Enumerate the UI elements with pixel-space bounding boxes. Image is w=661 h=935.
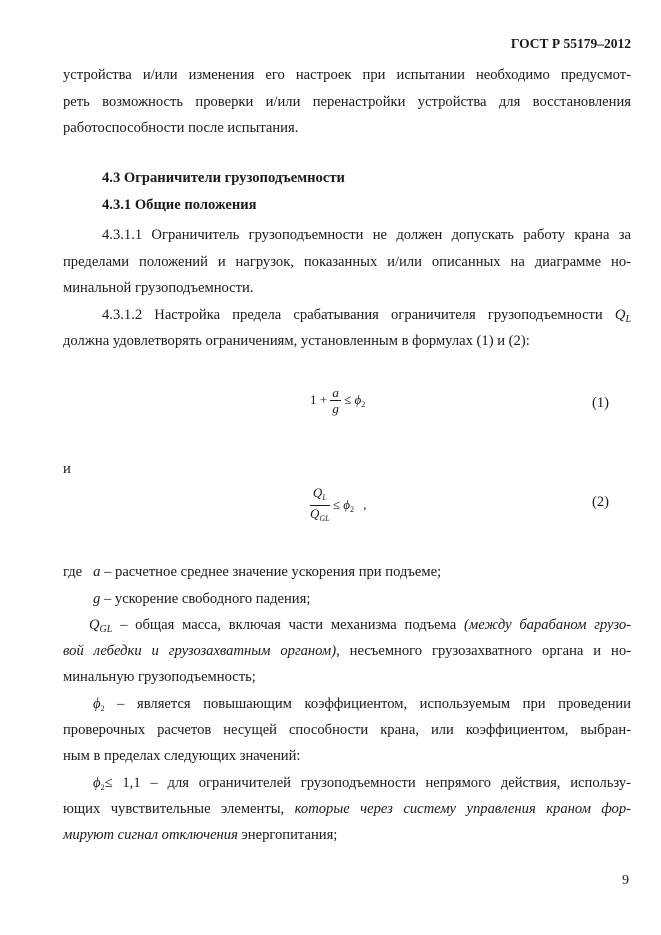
where-g-line	[93, 586, 631, 613]
where-qgl-line-2	[63, 638, 631, 665]
limit-description-3: энергопитания;	[241, 827, 338, 843]
formula-2-num-q: Q	[312, 485, 323, 500]
clause-4311-line-2: пределами положений и нагрузок, показанных и/или описанных на диаграмме но-	[63, 254, 631, 270]
limit-description-italic-3: мируют сигнал отключения	[63, 827, 238, 843]
and-word: и	[63, 461, 71, 477]
formula-2-num-sub: L	[322, 493, 327, 502]
section-heading: 4.3 Ограничители грузоподъемности	[102, 170, 345, 186]
equation-number-1: (1)	[592, 395, 610, 411]
formula-1-denominator: g	[332, 401, 339, 416]
clause-4312-text: 4.3.1.2 Настройка предела срабатывания ограничителя грузоподъемности	[102, 307, 603, 323]
limit-phi-symbol: ϕ	[93, 775, 101, 791]
clause-4311-line-1: 4.3.1.1 Ограничитель грузоподъемности не должен допускать работу крана за	[102, 227, 631, 243]
formula-2-relation: ≤	[332, 496, 341, 512]
standard-header: ГОСТ Р 55179–2012	[510, 36, 631, 51]
formula-2	[310, 485, 367, 527]
qgl-symbol: Q	[89, 617, 100, 633]
limit-phi-subscript: 2	[100, 783, 105, 792]
g-symbol: g	[93, 591, 101, 607]
formula-2-den-sub: GL	[319, 514, 330, 523]
subsection-heading: 4.3.1 Общие положения	[102, 197, 257, 213]
where-phi-line-2: проверочных расчетов несущей способности крана, или коэффициентом, выбран-	[63, 722, 631, 738]
clause-4311-line-3: минальной грузоподъемности.	[63, 280, 254, 296]
formula-1-phi-sub: 2	[361, 399, 366, 409]
formula-1-numerator: a	[332, 385, 339, 400]
limit-line-3	[63, 822, 631, 849]
qgl-description-italic-2: вой лебедки и грузозахватным органом)	[63, 643, 337, 659]
qgl-description-italic-1: (между барабаном грузо-	[464, 617, 631, 633]
where-word: где	[63, 564, 83, 580]
continued-paragraph-line-2: реть возможность проверки и/или перенастройки устройства для восстановления	[63, 94, 631, 110]
qgl-description-2: , несъемного грузозахватного органа и но-	[336, 643, 631, 659]
limit-line-2	[63, 796, 631, 823]
formula-2-phi: ϕ	[343, 496, 350, 512]
formula-2-numerator	[310, 485, 330, 506]
phi-symbol: ϕ	[93, 696, 101, 712]
where-qgl-line-3: минальную грузоподъемность;	[63, 669, 256, 685]
equation-number-2: (2)	[592, 494, 610, 510]
phi-description-1: – является повышающим коэффициентом, используемым при проведении	[117, 696, 631, 712]
limit-description-italic-2: которые через систему управления краном фор-	[294, 801, 631, 817]
where-phi-line-3: ным в пределах следующих значений:	[63, 748, 301, 764]
formula-1-phi: ϕ	[354, 391, 362, 407]
qgl-subscript: GL	[99, 624, 113, 635]
continued-paragraph-line-1: устройства и/или изменения его настроек при испытании необходимо предусмот-	[63, 67, 631, 83]
continued-paragraph-line-3: работоспособности после испытания.	[63, 120, 299, 136]
a-symbol: a	[93, 564, 101, 580]
formula-1-relation: ≤	[344, 391, 352, 407]
q-symbol: Q	[614, 307, 626, 323]
formula-2-fraction	[310, 485, 330, 527]
formula-1	[310, 385, 365, 417]
formula-2-phi-sub: 2	[350, 504, 354, 514]
limit-description-1: ≤ 1,1 – для ограничителей грузоподъемности непрямого действия, использу-	[104, 775, 631, 791]
formula-2-comma: ,	[363, 496, 367, 512]
q-subscript: L	[625, 314, 631, 325]
phi-subscript: 2	[100, 704, 105, 713]
formula-1-lhs: 1 +	[310, 391, 328, 407]
limit-description-2: ющих чувствительные элементы,	[63, 801, 285, 817]
formula-1-fraction	[330, 385, 341, 417]
formula-2-den-q: Q	[310, 506, 320, 521]
g-description: – ускорение свободного падения;	[103, 591, 311, 607]
page-number: 9	[622, 873, 629, 888]
qgl-description-1: – общая масса, включая части механизма подъема	[120, 617, 457, 633]
clause-4312-line-2: должна удовлетворять ограничениям, установленным в формулах (1) и (2):	[63, 333, 530, 349]
where-a-line	[63, 559, 631, 586]
formula-2-denominator	[310, 506, 330, 527]
a-description: – расчетное среднее значение ускорения при подъеме;	[104, 564, 442, 580]
